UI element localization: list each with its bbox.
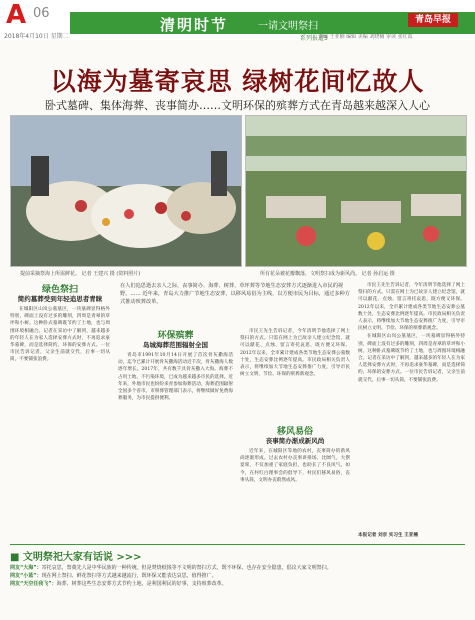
section-subtitle: 一请文明祭扫 (258, 21, 318, 32)
byline: 本报记者 刘京 实习生 王亚楠 (358, 533, 418, 538)
headline: 以海为墓寄哀思 绿树花间忆故人 (50, 67, 425, 96)
right-body-text-2: 在城阳区山岚公墓墓区，一块墓碑显得格外特别，碑面上没有过多的雕刻，四周是青翠的草坪和小树。这种卧式墓碑既节约了土地，也与周围环境相融合。记者在采访中了解到，越来越多的年轻人在为家人选择安葬方式时，不再追求豪华墓碑，而是选择简约、环保的安葬方式。一位市民告诉记者，父亲生前就交代，后事一切从简，不要铺张浪费。 (358, 334, 465, 383)
comment-label: 网友“大海”： (10, 565, 42, 571)
paper-logo: 青岛早报 (408, 13, 458, 27)
green-section-body (10, 306, 110, 536)
comments-list (10, 564, 465, 588)
comment-label: 网友“小蓝”： (10, 573, 42, 579)
right-column-body (358, 282, 465, 530)
photo-flowers (10, 115, 242, 267)
editor-credits: 责编 王亚楠 编辑 美编 刘晓楠 审读 张红霞 (318, 34, 413, 40)
comment-text: 寄托哀思，祭奠先人是中华民族的一种传统。但是焚烧纸钱等不文明的祭扫方式，既不环保，也存在安全隐患，倡议大家文明祭扫。 (41, 565, 332, 571)
sea-section-subtitle: 岛城海葬范围辐射全国 (143, 341, 208, 349)
custom-title-text: 移风易俗 (276, 427, 313, 437)
comment-item (10, 580, 465, 588)
page-number: 06 (33, 6, 50, 21)
middle-body (240, 328, 350, 418)
subheadline: 卧式墓碑、集体海葬、丧事简办……文明环保的殡葬方式在青岛越来越深入人心 (45, 99, 430, 112)
date-line: 2018年4月10日 星期二 (4, 33, 69, 40)
sea-section-body (118, 352, 233, 542)
intro-lead: 在人们追思逝去亲人之际，丧事简办、海葬、树葬、草坪葬等节地生态安葬方式逐渐进入市民的视野。…… 近年来，青岛大力推广节地生态安葬，以移风易俗为主线，以方便市民为目标，通过多种方式推动殡葬改革。 (120, 283, 350, 305)
green-body-text: 在城阳区山岚公墓墓区，一块墓碑显得格外特别，碑面上没有过多的雕刻，四周是青翠的草坪和小树。这种卧式墓碑既节约了土地，也与周围环境相融合。记者在采访中了解到，越来越多的年轻人在为家人选择安葬方式时，不再追求豪华墓碑，而是选择简约、环保的安葬方式。一位市民告诉记者，父亲生前就交代，后事一切从简，不要铺张浪费。 (10, 307, 110, 363)
comments-title: ■ 文明祭祀大家有话说 >>> (10, 552, 142, 563)
bottom-divider (10, 544, 465, 545)
comment-label: 网友“天空任我飞”： (10, 581, 57, 587)
right-body-text: 市民王先生告诉记者，今年清明节他选择了网上祭扫的方式。只需在网上为已故亲人建立纪念馆，就可以献花、点烛、留言寄托哀思，既方便又环保。2012年以来，全市累计建成各类节地生态安葬公墓数十处，生态安葬比例逐年提高。市民政局相关负责人表示，将继续加大节地生态安葬推广力度，引导市民树立文明、节俭、环保的殡葬新观念。 (358, 283, 465, 332)
photo-right-caption: 所有花朵被花瓣飘落，文明祭扫成为新风尚。 记者 孙启运 摄 (260, 271, 395, 277)
green-title-text: 绿色祭扫 (41, 285, 78, 295)
sea-title-text: 环保殡葬 (157, 331, 194, 341)
custom-section-subtitle: 丧事简办渐成新风尚 (265, 437, 325, 445)
page-letter: A (6, 0, 27, 30)
custom-section-body (240, 448, 350, 540)
comment-item (10, 572, 465, 580)
comment-item (10, 564, 465, 572)
middle-body-text: 市民王先生告诉记者，今年清明节他选择了网上祭扫的方式。只需在网上为已故亲人建立纪念馆，就可以献花、点烛、留言寄托哀思，既方便又环保。2012年以来，全市累计建成各类节地生态安葬公墓数十处，生态安葬比例逐年提高。市民政局相关负责人表示，将继续加大节地生态安葬推广力度，引导市民树立文明、节俭、环保的殡葬新观念。 (240, 329, 350, 378)
custom-body-text: 近年来，在城阳区等地的农村，丧事简办的新风尚逐渐形成。过去农村办丧事讲排场、比阔气，大摆宴席，不仅加重了家庭负担，也助长了不良风气。如今，在村红白理事会的倡导下，村民们移风易俗，丧事从简，文明办丧蔚然成风。 (240, 449, 350, 483)
photo-left-caption: 提前采摘祭海上所需鲜花。 记者 王建兴 摄 (资料照片) (20, 271, 141, 277)
sea-body-text: 青岛市1991年10月14日开展了首次骨灰撒海活动，迄今已累计开展骨灰撒海活动近千次，骨灰撒海人数逐年增长。2017年，共有数千具骨灰撒入大海。海葬不占用土地、不污染环境，已成为越来越多市民的选择。近年来，外地市民也纷纷来青参加海葬活动，海葬范围辐射全国多个省市。市殡葬管理部门表示，将继续做好免费海葬服务，为市民提供便利。 (118, 353, 233, 402)
comment-text: 海葬、树葬这些生态安葬方式节约土地，是利国利民的好事，支持殡葬改革。 (56, 581, 227, 587)
series-label: 系列报道5 (300, 35, 328, 42)
flowers-photo-image (11, 116, 241, 266)
photo-cemetery (245, 115, 467, 267)
comment-text: 现在网上祭扫、鲜花祭扫等方式越来越流行，既环保又能表达哀思，值得推广。 (41, 573, 217, 579)
section-title: 清明时节 (160, 16, 229, 34)
cemetery-photo-image (246, 116, 466, 266)
green-section-subtitle: 简约墓葬受到年轻追思者青睐 (17, 295, 103, 303)
